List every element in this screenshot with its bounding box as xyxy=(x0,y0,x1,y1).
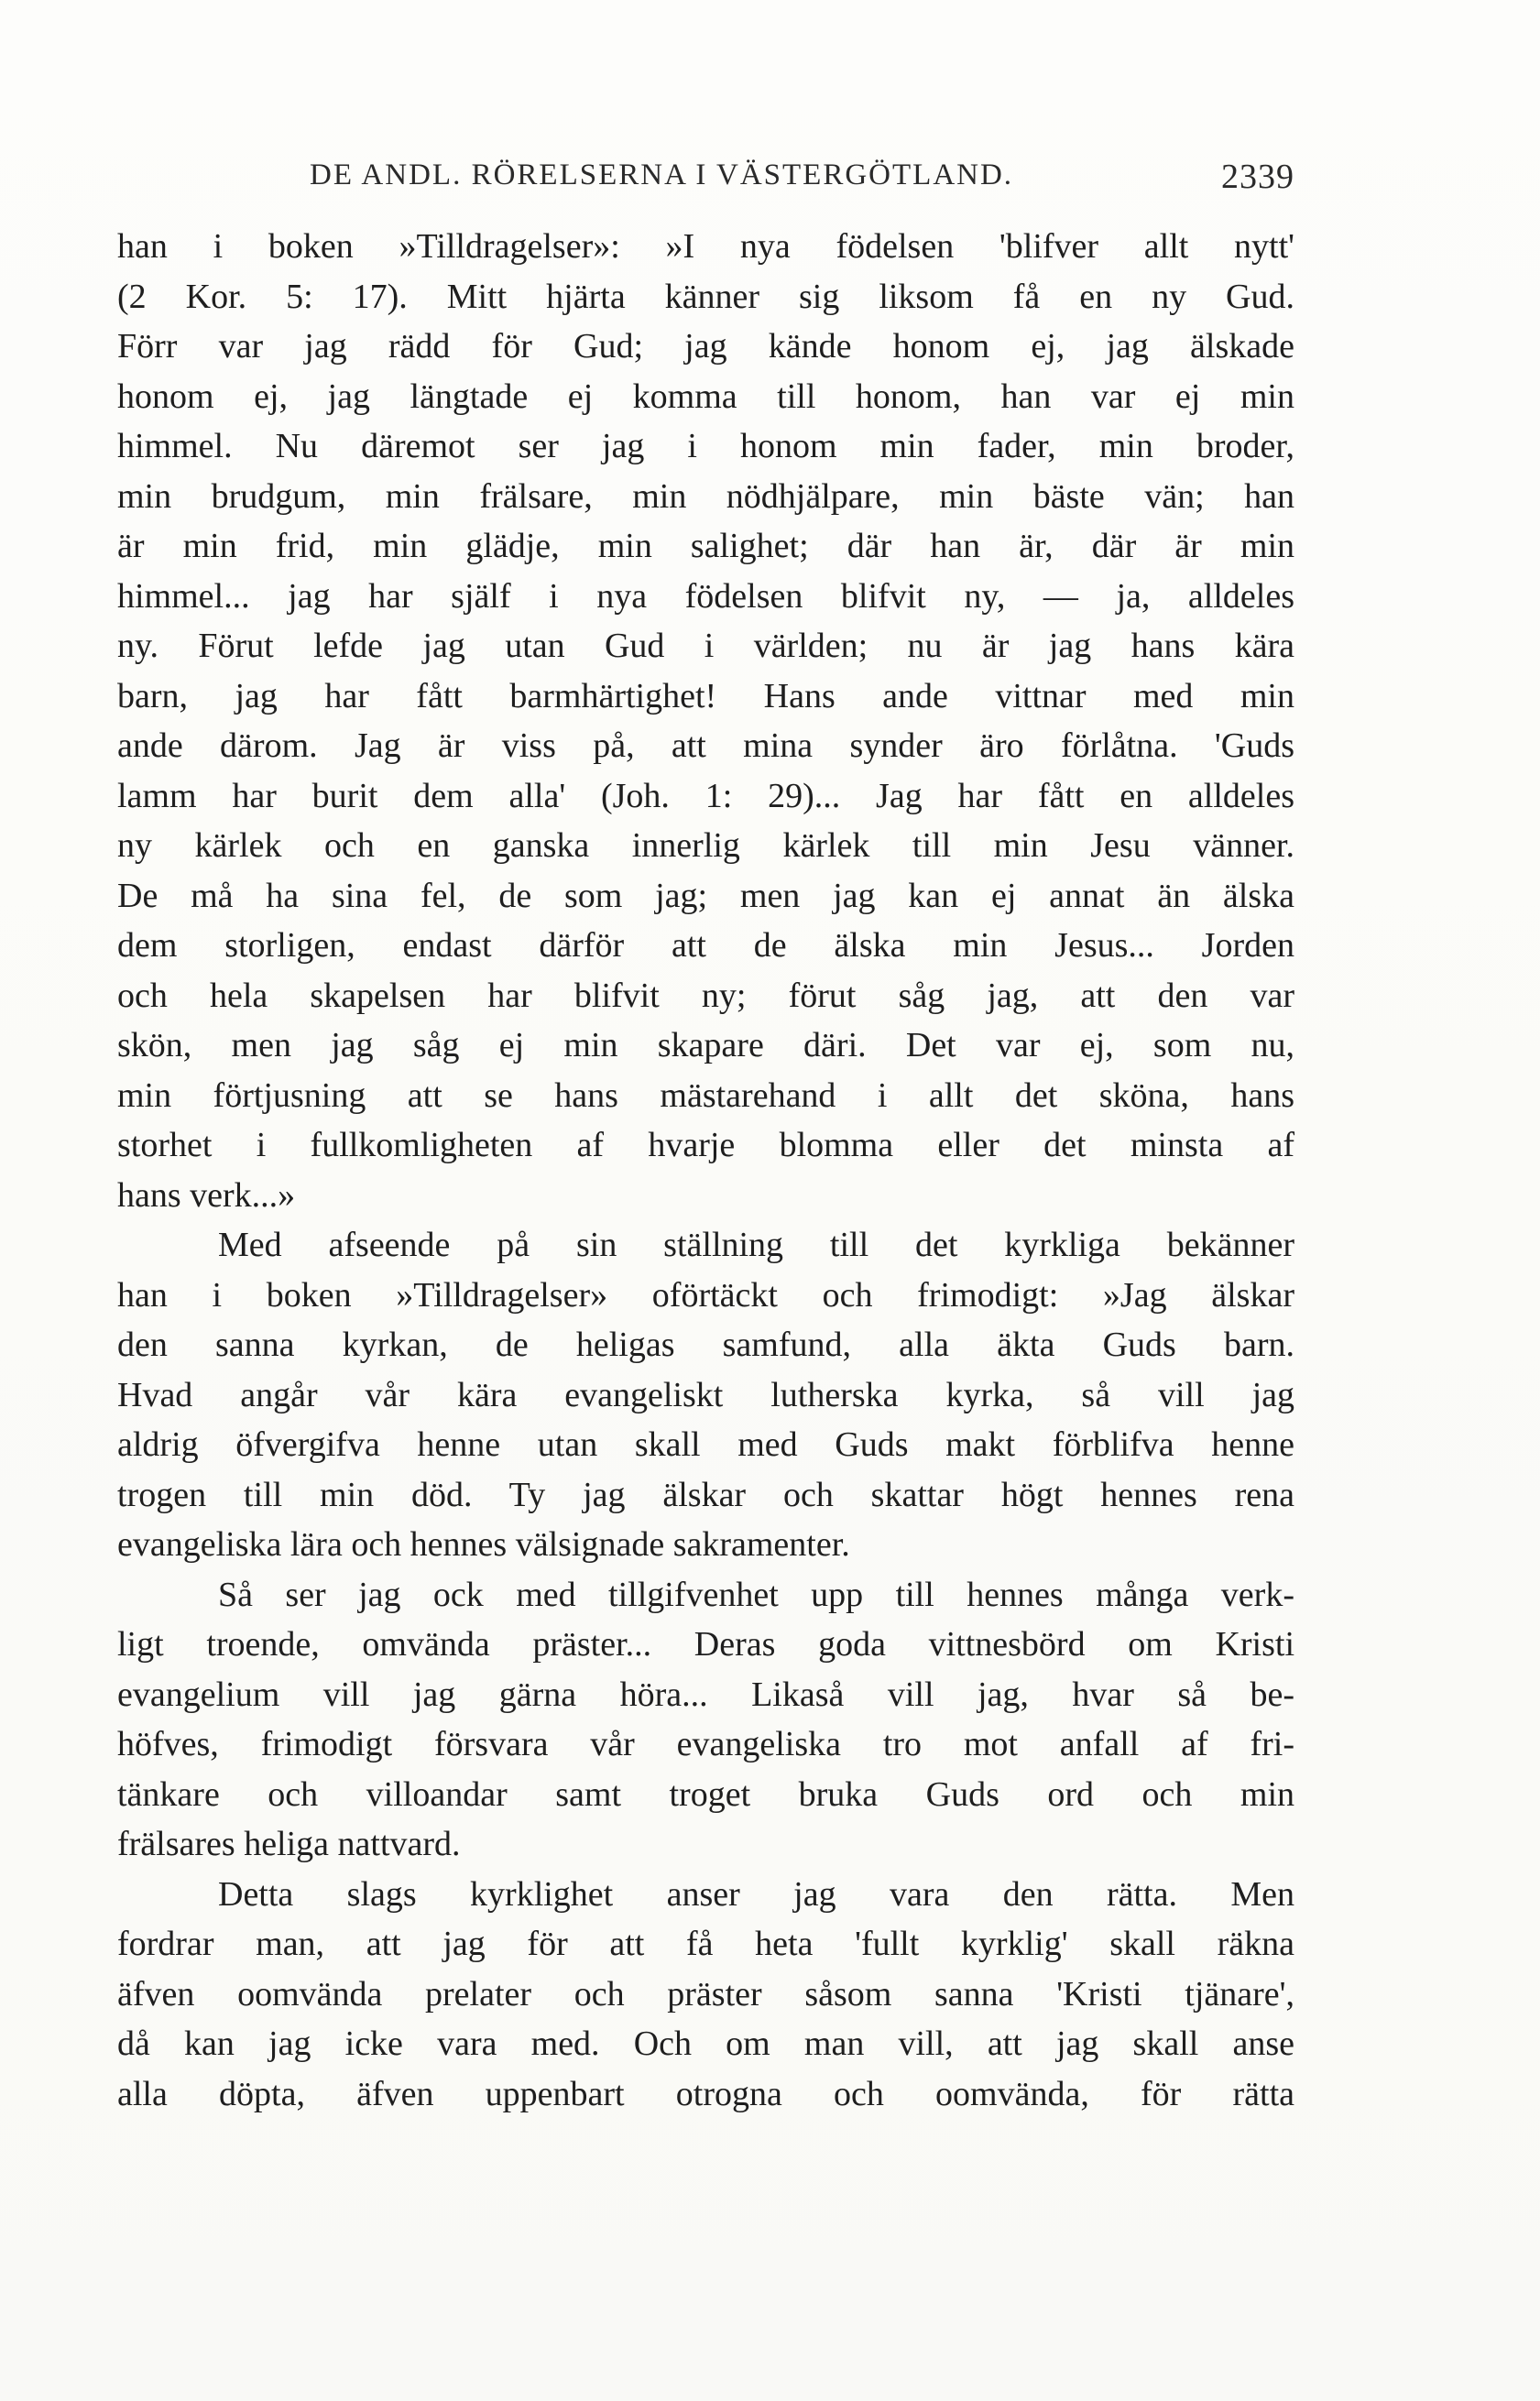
text-line: ny. Förut lefde jag utan Gud i världen; nu är jag hans kära xyxy=(117,627,1294,665)
text-line: himmel. Nu däremot ser jag i honom min fader, min broder, xyxy=(117,427,1294,465)
text-line: alla döpta, äfven uppenbart otrogna och oomvända, för rätta xyxy=(117,2074,1294,2113)
text-line: Detta slags kyrklighet anser jag vara den rätta. Men xyxy=(218,1874,1294,1914)
text-line: är min frid, min glädje, min salighet; där han är, där är min xyxy=(117,527,1294,565)
text-line: honom ej, jag längtade ej komma till honom, han var ej min xyxy=(117,377,1294,416)
text-line: ligt troende, omvända präster... Deras goda vittnesbörd om Kristi xyxy=(117,1625,1294,1664)
page-number: 2339 xyxy=(1221,158,1294,196)
text-line: ny kärlek och en ganska innerlig kärlek till min Jesu vänner. xyxy=(117,826,1294,865)
text-line: trogen till min död. Ty jag älskar och skattar högt hennes rena xyxy=(117,1475,1294,1514)
text-line: han i boken »Tilldragelser» oförtäckt och frimodigt: »Jag älskar xyxy=(117,1275,1294,1315)
text-line: evangelium vill jag gärna höra... Likaså vill jag, hvar så be- xyxy=(117,1675,1294,1714)
text-line: min förtjusning att se hans mästarehand i allt det sköna, hans xyxy=(117,1075,1294,1115)
text-line: Så ser jag ock med tillgifvenhet upp till hennes många verk- xyxy=(218,1575,1294,1614)
text-line: barn, jag har fått barmhärtighet! Hans ande vittnar med min xyxy=(117,676,1294,715)
text-line: Med afseende på sin ställning till det kyrkliga bekänner xyxy=(218,1226,1294,1264)
text-line: äfven oomvända prelater och präster såsom sanna 'Kristi tjänare', xyxy=(117,1974,1294,2014)
text-line: himmel... jag har själf i nya födelsen blifvit ny, — ja, alldeles xyxy=(117,576,1294,616)
text-line: hans verk...» xyxy=(117,1175,296,1215)
text-line: skön, men jag såg ej min skapare däri. Det var ej, som nu, xyxy=(117,1026,1294,1064)
text-line: dem storligen, endast därför att de älska min Jesus... Jorden xyxy=(117,926,1294,965)
text-line: höfves, frimodigt försvara vår evangeliska tro mot anfall af fri- xyxy=(117,1725,1294,1763)
text-line: han i boken »Tilldragelser»: »I nya födelsen 'blifver allt nytt' xyxy=(117,227,1294,266)
running-title: DE ANDL. RÖRELSERNA I VÄSTERGÖTLAND. xyxy=(310,158,1014,191)
text-line: då kan jag icke vara med. Och om man vill, att jag skall anse xyxy=(117,2024,1294,2063)
text-line: min brudgum, min frälsare, min nödhjälpare, min bäste vän; han xyxy=(117,476,1294,516)
body-text xyxy=(117,222,1294,2119)
text-line: frälsares heliga nattvard. xyxy=(117,1825,461,1863)
text-line: tänkare och villoandar samt troget bruka Guds ord och min xyxy=(117,1774,1294,1814)
text-line: evangeliska lära och hennes välsignade sakramenter. xyxy=(117,1525,850,1564)
text-line: ande därom. Jag är viss på, att mina synder äro förlåtna. 'Guds xyxy=(117,726,1294,765)
text-line: lamm har burit dem alla' (Joh. 1: 29)... Jag har fått en alldeles xyxy=(117,776,1294,815)
text-line: och hela skapelsen har blifvit ny; förut såg jag, att den var xyxy=(117,976,1294,1015)
text-line: aldrig öfvergifva henne utan skall med Guds makt förblifva henne xyxy=(117,1425,1294,1464)
text-line: storhet i fullkomligheten af hvarje blomma eller det minsta af xyxy=(117,1126,1294,1164)
running-head xyxy=(117,151,1294,201)
text-line: den sanna kyrkan, de heligas samfund, alla äkta Guds barn. xyxy=(117,1326,1294,1364)
text-line: (2 Kor. 5: 17). Mitt hjärta känner sig liksom få en ny Gud. xyxy=(117,277,1294,316)
text-line: Hvad angår vår kära evangeliskt lutherska kyrka, så vill jag xyxy=(117,1375,1294,1414)
text-line: fordrar man, att jag för att få heta 'fullt kyrklig' skall räkna xyxy=(117,1925,1294,1963)
text-line: De må ha sina fel, de som jag; men jag kan ej annat än älska xyxy=(117,876,1294,915)
text-line: Förr var jag rädd för Gud; jag kände honom ej, jag älskade xyxy=(117,327,1294,366)
